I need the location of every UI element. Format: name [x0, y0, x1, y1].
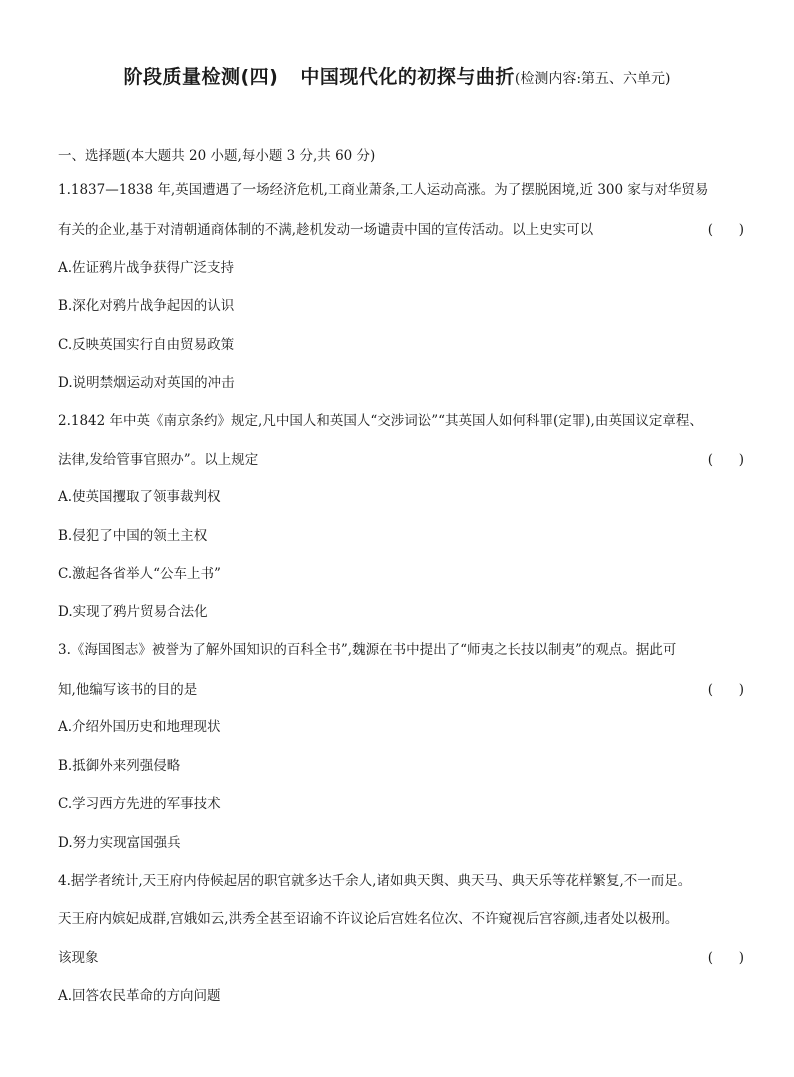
- question-1-option-c: C.反映英国实行自由贸易政策: [58, 337, 235, 353]
- question-2-stem-line-1: 2.1842 年中英《南京条约》规定,凡中国人和英国人“交涉词讼”“其英国人如何科罪(定罪),由英国议定章程、: [58, 413, 703, 429]
- title-subject: 中国现代化的初探与曲折: [300, 66, 515, 88]
- title-scope: (检测内容:第五、六单元): [514, 71, 671, 87]
- question-2-option-a: A.使英国攫取了领事裁判权: [58, 489, 221, 505]
- question-2-stem-line-2: [58, 450, 744, 470]
- question-4-stem-line-2: 天王府内嫔妃成群,宫娥如云,洪秀全甚至诏谕不许议论后宫姓名位次、不许窥视后宫容颜,违者处以极刑。: [58, 911, 679, 927]
- question-3-option-c: C.学习西方先进的军事技术: [58, 796, 221, 812]
- question-3-stem-text: 知,他编写该书的目的是: [58, 682, 198, 698]
- answer-bracket: ( ): [707, 950, 744, 966]
- question-2-option-b: B.侵犯了中国的领土主权: [58, 528, 208, 544]
- question-1-option-b: B.深化对鸦片战争起因的认识: [58, 298, 235, 314]
- question-1-option-d: D.说明禁烟运动对英国的冲击: [58, 375, 235, 391]
- question-3-option-d: D.努力实现富国强兵: [58, 835, 181, 851]
- question-3-option-a: A.介绍外国历史和地理现状: [58, 719, 221, 735]
- question-2-option-c: C.激起各省举人“公车上书”: [58, 566, 221, 582]
- question-4-stem-line-1: 4.据学者统计,天王府内侍候起居的职官就多达千余人,诸如典天舆、典天马、典天乐等花样繁复,不一而足。: [58, 873, 692, 889]
- question-3-stem-line-1: 3.《海国图志》被誉为了解外国知识的百科全书”,魏源在书中提出了“师夷之长技以制夷”的观点。据此可: [58, 642, 677, 658]
- question-2-stem-text: 法律,发给管事官照办”。以上规定: [58, 452, 259, 468]
- question-1-stem-line-2: [58, 220, 744, 240]
- section-heading: 一、选择题(本大题共 20 小题,每小题 3 分,共 60 分): [58, 148, 376, 164]
- question-1-option-a: A.佐证鸦片战争获得广泛支持: [58, 260, 235, 276]
- question-4-stem-line-3: [58, 948, 744, 968]
- title-stage: 阶段质量检测(四): [123, 66, 279, 88]
- answer-bracket: ( ): [707, 452, 744, 468]
- question-4-option-a: A.回答农民革命的方向问题: [58, 988, 221, 1004]
- question-3-option-b: B.抵御外来列强侵略: [58, 758, 181, 774]
- question-1-stem-text: 有关的企业,基于对清朝通商体制的不满,趁机发动一场谴责中国的宣传活动。以上史实可以: [58, 222, 594, 238]
- answer-bracket: ( ): [707, 222, 744, 238]
- question-1-stem-line-1: 1.1837—1838 年,英国遭遇了一场经济危机,工商业萧条,工人运动高涨。为了摆脱困境,近 300 家与对华贸易: [58, 182, 709, 198]
- question-4-stem-text: 该现象: [58, 950, 99, 966]
- question-2-option-d: D.实现了鸦片贸易合法化: [58, 604, 208, 620]
- page-title: [0, 62, 794, 89]
- question-3-stem-line-2: [58, 680, 744, 700]
- answer-bracket: ( ): [707, 682, 744, 698]
